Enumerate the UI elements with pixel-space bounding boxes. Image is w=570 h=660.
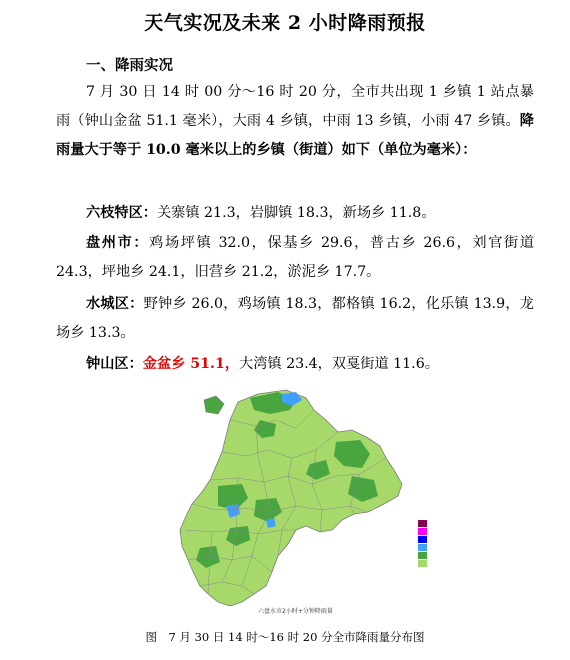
district-name: 钟山区： [86, 356, 143, 372]
district-stations: 大湾镇 23.4，双戛街道 11.6。 [239, 356, 439, 372]
district-panzhou [56, 229, 534, 287]
legend-swatch [418, 536, 427, 543]
district-zhongshan [56, 350, 534, 379]
rainfall-map [146, 380, 464, 620]
legend-swatch [418, 552, 427, 559]
district-stations: 关寨镇 21.3，岩脚镇 18.3，新场乡 11.8。 [156, 205, 436, 221]
rainfall-map-svg [146, 380, 464, 620]
legend-swatch [418, 544, 427, 551]
legend-swatch [418, 520, 427, 527]
summary-bold-note: 降雨量大于等于 10.0 毫米以上的乡镇（街道）如下（单位为毫米）： [56, 113, 534, 158]
legend-row [418, 560, 458, 567]
document-title: 天气实况及未来 2 小时降雨预报 [144, 12, 426, 34]
legend-row [418, 528, 458, 535]
summary-text: 7 月 30 日 14 时 00 分～16 时 20 分，全市共出现 1 乡镇 1 站点暴雨（钟山金盆 51.1 毫米），大雨 4 乡镇，中雨 13 乡镇，小雨 47 乡镇。 [56, 84, 534, 129]
district-name: 水城区： [86, 296, 144, 312]
district-highlight: 金盆乡 51.1， [142, 356, 240, 372]
legend-swatch [418, 528, 427, 535]
section-heading: 一、降雨实况 [86, 58, 173, 74]
legend-row [418, 552, 458, 559]
legend-row [418, 520, 458, 527]
district-name: 盘州市： [86, 235, 150, 251]
legend-row [418, 544, 458, 551]
map-legend [418, 520, 458, 580]
legend-row [418, 536, 458, 543]
district-name: 六枝特区： [86, 205, 157, 221]
district-stations: 鸡场坪镇 32.0，保基乡 29.6，普古乡 26.6，刘官街道 24.3，坪地乡 24.1，旧营乡 21.2，淤泥乡 17.7。 [56, 235, 534, 280]
figure-caption: 图 7 月 30 日 14 时～16 时 20 分全市降雨量分布图 [145, 630, 425, 644]
map-title: 六盘水市2小时+分钟降雨量 [258, 608, 333, 615]
legend-swatch [418, 560, 427, 567]
summary-paragraph [56, 78, 534, 165]
district-liuzhi [56, 199, 534, 228]
district-shuicheng [56, 290, 534, 348]
map-island [204, 396, 224, 414]
district-stations: 野钟乡 26.0，鸡场镇 18.3，都格镇 16.2，化乐镇 13.9，龙场乡 13.3。 [56, 296, 534, 341]
